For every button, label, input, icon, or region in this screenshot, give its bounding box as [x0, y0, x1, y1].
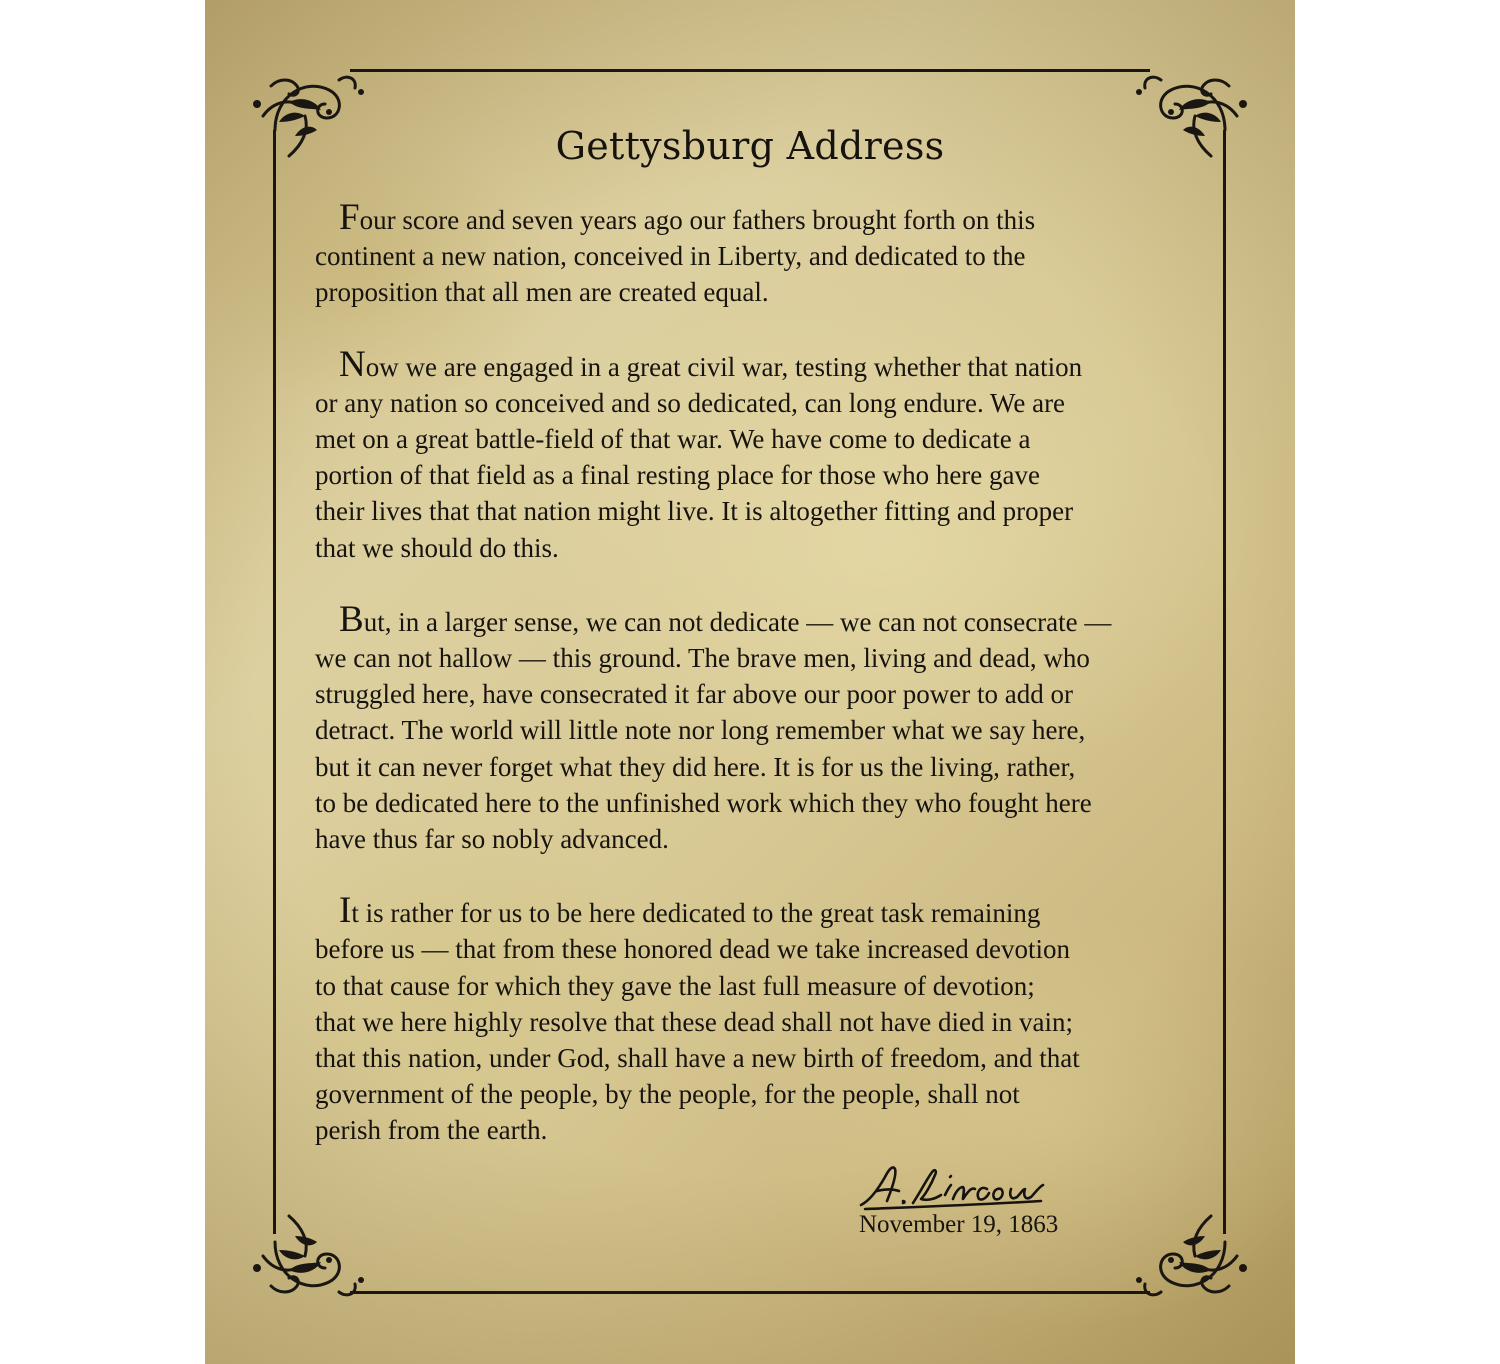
paragraph-text: ow we are engaged in a great civil war, testing whether that nation or any nation so conceived and so dedicated, can long endure. We are met on a great battle-field of that war. We have come to dedicate a portion of that field as a final resting place for those who here gave their lives that that nation might live. It is altogether fitting and proper that we should do this.: [315, 351, 1083, 563]
paragraph-initial: N: [339, 343, 366, 385]
frame-bottom-border: [350, 1291, 1150, 1294]
signature-block: [855, 1155, 1075, 1250]
corner-flourish-bottom-right-icon: [1131, 1196, 1251, 1316]
signature-date: November 19, 1863: [859, 1211, 1059, 1238]
handwritten-signature: [855, 1155, 1055, 1215]
frame-right-border: [1223, 130, 1226, 1234]
paragraph-1: [315, 197, 1215, 311]
paragraph-text: t is rather for us to be here dedicated to the great task remaining before us — that from these honored dead we take increased devotion to that cause for which they gave the last full measure of devotion; that we here highly resolve that these dead shall not have died in vain; that this nation, under God, shall have a new birth of freedom, and that government of the people, by the people, for the people, shall not perish from the earth.: [315, 898, 1080, 1146]
frame-left-border: [273, 130, 276, 1234]
parchment-document: [205, 0, 1295, 1364]
paragraph-2: [315, 343, 1215, 566]
paragraph-initial: F: [339, 197, 360, 238]
paragraph-text: ut, in a larger sense, we can not dedicate — we can not consecrate — we can not hallow — this ground. The brave men, living and dead, who struggled here, have consecrated it far above our poor power to add or detract. The world will little note nor long remember what we say here, but it can never forget what they did here. It is for us the living, rather, to be dedicated here to the unfinished work which they who fought here have thus far so nobly advanced.: [315, 606, 1112, 855]
paragraph-3: [315, 598, 1215, 857]
paragraph-text: our score and seven years ago our fathers brought forth on this continent a new nation, conceived in Liberty, and dedicated to the proposition that all men are created equal.: [315, 205, 1036, 308]
corner-flourish-bottom-left-icon: [249, 1196, 369, 1316]
paragraph-initial: B: [339, 598, 364, 640]
paragraph-initial: I: [339, 890, 352, 932]
document-title: Gettysburg Address: [555, 124, 945, 168]
frame-top-border: [350, 69, 1150, 72]
address-body: [315, 197, 1215, 1185]
paragraph-4: [315, 890, 1215, 1148]
